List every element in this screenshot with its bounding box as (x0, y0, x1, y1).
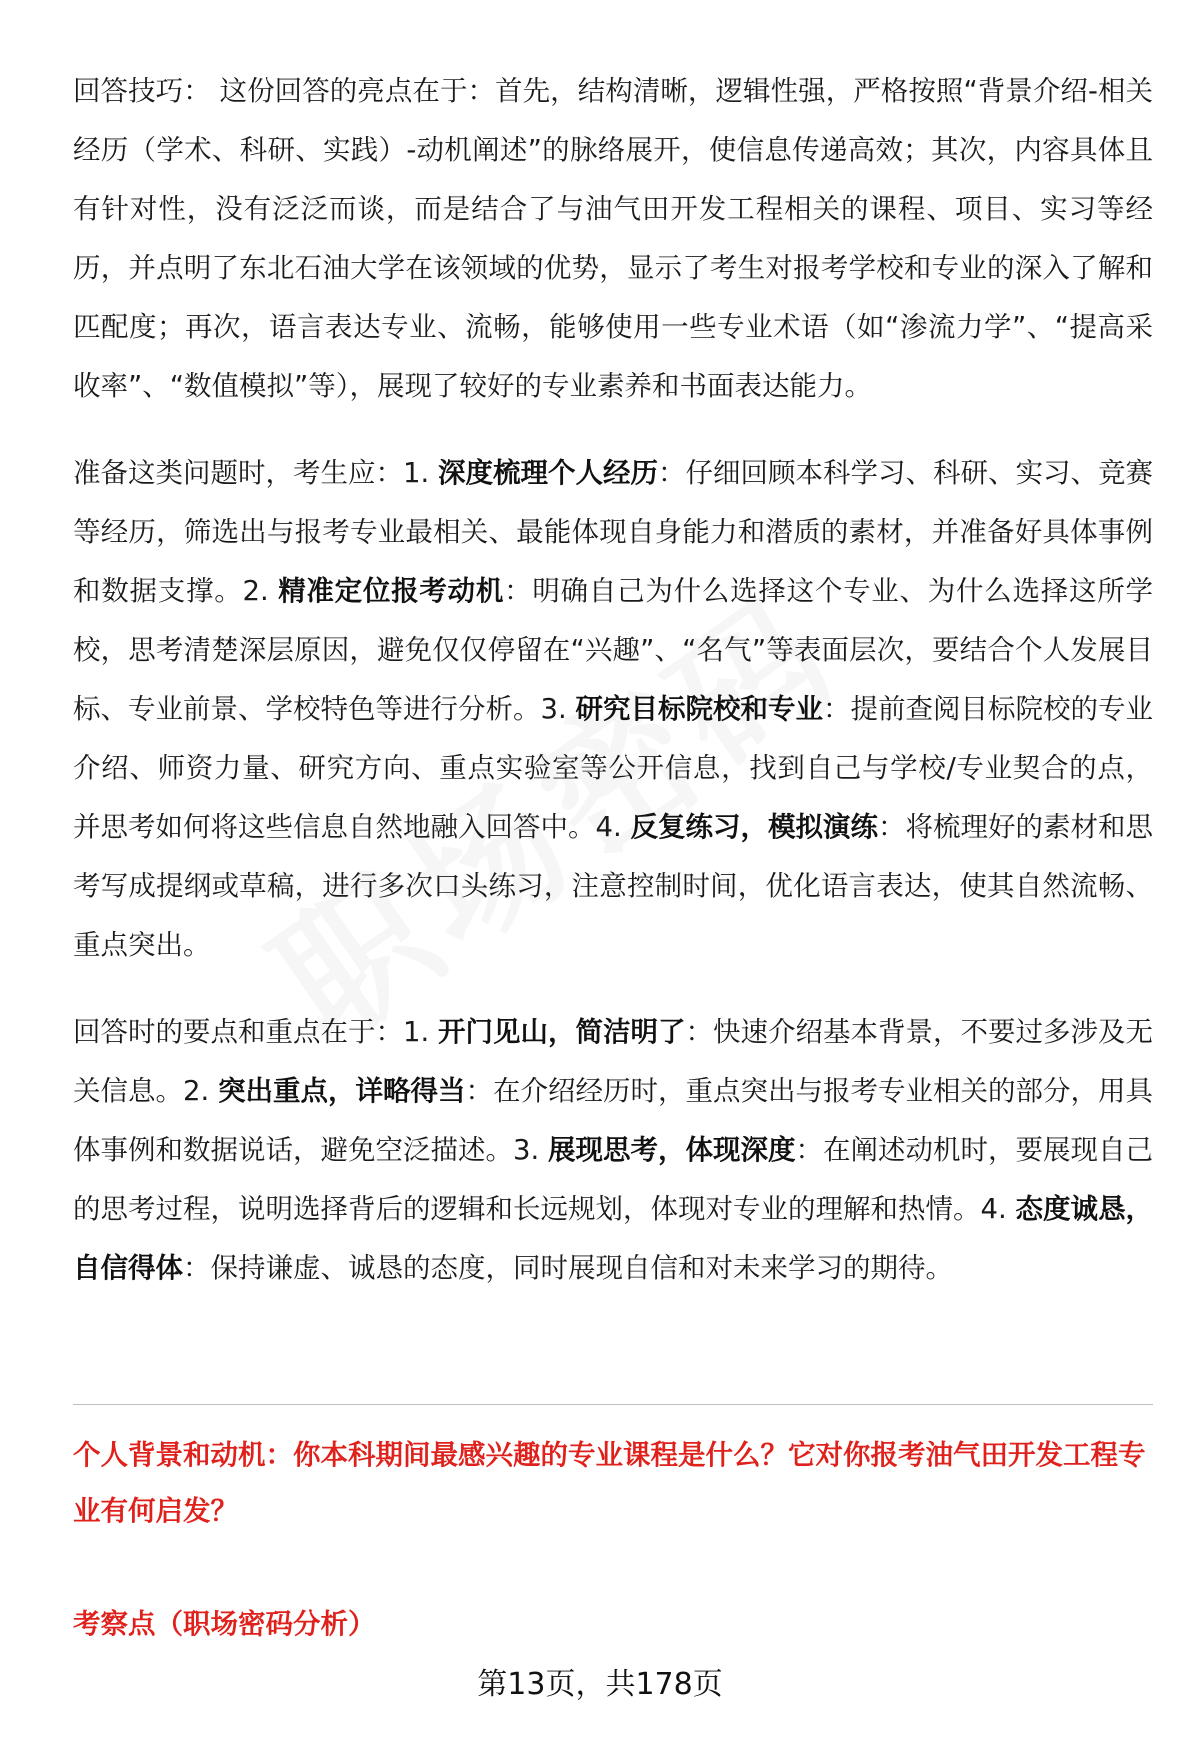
text-segment: ：在阐述动机时，要展现自己的思考过程，说明选择背后的逻辑和长远规划，体现对专业的理解和热情。4. (73, 1134, 1154, 1225)
text-segment: ：保持谦虚、诚恳的态度，同时展现自信和对未来学习的期待。 (183, 1252, 953, 1284)
answer-tips-paragraph (73, 62, 1153, 416)
bold-keyphrase: 深度梳理个人经历 (437, 457, 658, 489)
question-heading: 个人背景和动机：你本科期间最感兴趣的专业课程是什么？它对你报考油气田开发工程专业有何启发？ (73, 1439, 1146, 1527)
document-body (73, 62, 1153, 1326)
section-divider (73, 1404, 1153, 1405)
bold-keyphrase: 展现思考，体现深度 (548, 1134, 796, 1166)
preparation-paragraph (73, 444, 1153, 975)
bold-keyphrase: 精准定位报考动机 (278, 575, 505, 607)
text-segment: ：在介绍经历时，重点突出与报考专业相关的部分，用具体事例和数据说话，避免空泛描述。3. (73, 1075, 1154, 1166)
bold-keyphrase: 开门见山，简洁明了 (437, 1016, 686, 1048)
key-points-paragraph (73, 1003, 1153, 1298)
bold-keyphrase: 研究目标院校和专业 (575, 693, 824, 725)
text-segment: ：明确自己为什么选择这个专业、为什么选择这所学校，思考清楚深层原因，避免仅仅停留在“兴趣”、“名气”等表面层次，要结合个人发展目标、专业前景、学校特色等进行分析。3. (73, 575, 1153, 725)
text-segment: ：提前查阅目标院校的专业介绍、师资力量、研究方向、重点实验室等公开信息，找到自己与学校/专业契合的点，并思考如何将这些信息自然地融入回答中。4. (73, 693, 1154, 843)
text-segment: 回答技巧： 这份回答的亮点在于：首先，结构清晰，逻辑性强，严格按照“背景介绍-相关经历（学术、科研、实践）-动机阐述”的脉络展开，使信息传递高效；其次，内容具体且有针对性，没有泛泛而谈，而是结合了与油气田开发工程相关的课程、项目、实习等经历，并点明了东北石油大学在该领域的优势，显示了考生对报考学校和专业的深入了解和匹配度；再次，语言表达专业、流畅，能够使用一些专业术语（如“渗流力学”、“提高采收率”、“数值模拟”等），展现了较好的专业素养和书面表达能力。 (73, 75, 1153, 402)
bold-keyphrase: 突出重点，详略得当 (217, 1075, 466, 1107)
page-number: 第13页，共178页 (477, 1667, 723, 1702)
bold-keyphrase: 态度诚恳，自信得体 (73, 1193, 1154, 1284)
text-segment: ：快速介绍基本背景，不要过多涉及无关信息。2. (73, 1016, 1154, 1107)
assessment-subheading: 考察点（职场密码分析） (73, 1608, 376, 1640)
bold-keyphrase: 反复练习，模拟演练 (630, 811, 879, 843)
text-segment: 准备这类问题时，考生应：1. (73, 457, 438, 489)
text-segment: 回答时的要点和重点在于：1. (73, 1016, 438, 1048)
text-segment: ：将梳理好的素材和思考写成提纲或草稿，进行多次口头练习，注意控制时间，优化语言表达，使其自然流畅、重点突出。 (73, 811, 1154, 961)
text-segment: ：仔细回顾本科学习、科研、实习、竞赛等经历，筛选出与报考专业最相关、最能体现自身能力和潜质的素材，并准备好具体事例和数据支撑。2. (73, 457, 1154, 607)
